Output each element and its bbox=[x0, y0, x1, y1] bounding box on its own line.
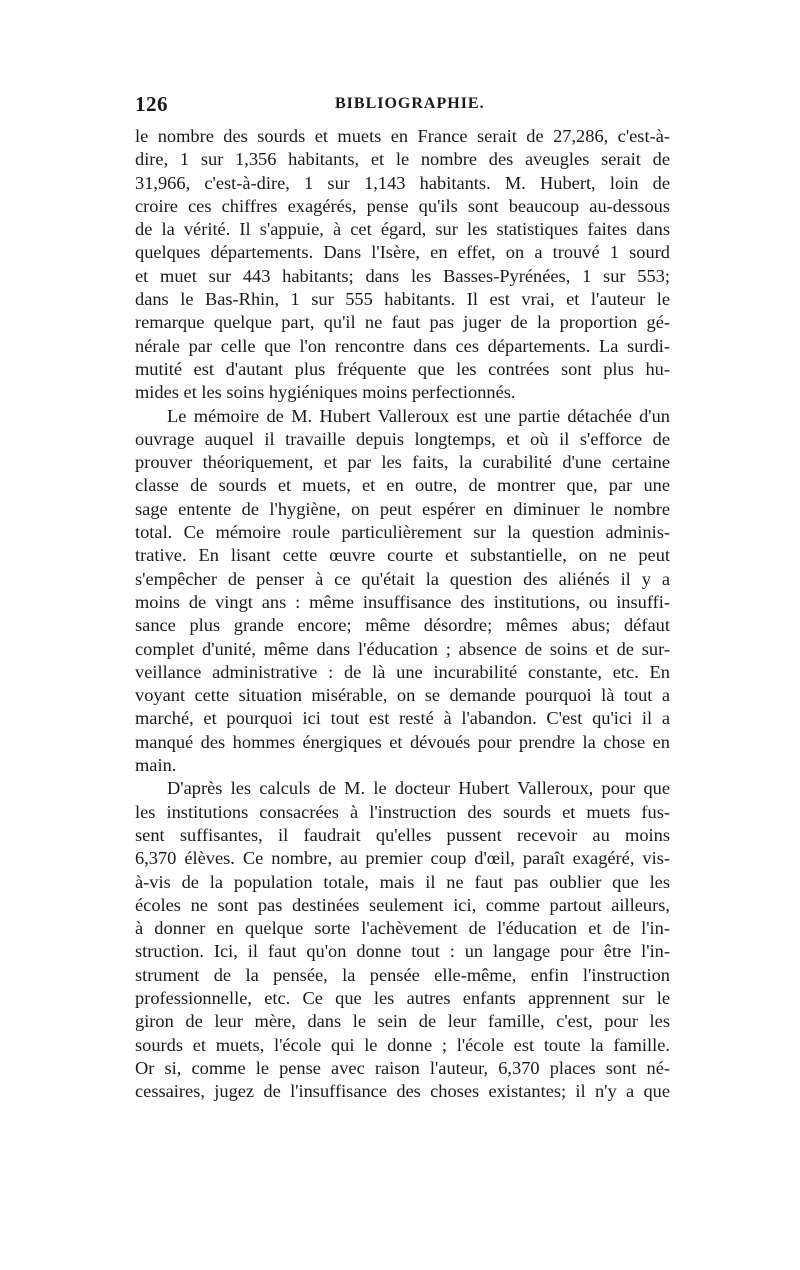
text-line: remarque quelque part, qu'il ne faut pas juger de la proportion gé- bbox=[135, 312, 670, 333]
running-head: BIBLIOGRAPHIE. bbox=[335, 95, 485, 112]
text-line: croire ces chiffres exagérés, pense qu'ils sont beaucoup au-dessous bbox=[135, 195, 670, 216]
text-line: moins de vingt ans : même insuffisance des institutions, ou insuffi- bbox=[135, 591, 670, 612]
text-line: cessaires, jugez de l'insuffisance des choses existantes; il n'y a que bbox=[135, 1081, 670, 1102]
page-number: 126 bbox=[135, 92, 168, 116]
text-line: mides et les soins hygiéniques moins perfectionnés. bbox=[135, 382, 516, 403]
text-line: dans le Bas-Rhin, 1 sur 555 habitants. Il est vrai, et l'auteur le bbox=[135, 289, 670, 310]
text-line: voyant cette situation misérable, on se demande pourquoi là tout a bbox=[135, 685, 670, 706]
text-line: strument de la pensée, la pensée elle-même, enfin l'instruction bbox=[135, 964, 670, 985]
text-line: sage entente de l'hygiène, on peut espérer en diminuer le nombre bbox=[135, 498, 670, 519]
text-line: giron de leur mère, dans le sein de leur famille, c'est, pour les bbox=[135, 1011, 670, 1032]
text-line: D'après les calculs de M. le docteur Hubert Valleroux, pour que bbox=[167, 778, 670, 799]
text-line: sance plus grande encore; même désordre; mêmes abus; défaut bbox=[135, 615, 670, 636]
text-line: marché, et pourquoi ici tout est resté à l'abandon. C'est qu'ici il a bbox=[135, 708, 670, 729]
text-line: 6,370 élèves. Ce nombre, au premier coup d'œil, paraît exagéré, vis- bbox=[135, 848, 670, 869]
text-line: Le mémoire de M. Hubert Valleroux est une partie détachée d'un bbox=[167, 405, 670, 426]
text-line: sourds et muets, l'école qui le donne ; l'école est toute la famille. bbox=[135, 1034, 670, 1055]
text-line: les institutions consacrées à l'instruction des sourds et muets fus- bbox=[135, 801, 670, 822]
text-line: le nombre des sourds et muets en France serait de 27,286, c'est-à- bbox=[135, 126, 670, 146]
text-line: s'empêcher de penser à ce qu'était la question des aliénés il y a bbox=[135, 568, 670, 589]
paragraph-1 bbox=[135, 125, 670, 405]
text-line: manqué des hommes énergiques et dévoués pour prendre la chose en bbox=[135, 731, 670, 752]
text-line: trative. En lisant cette œuvre courte et substantielle, on ne peut bbox=[135, 545, 670, 566]
text-line: prouver théoriquement, et par les faits, la curabilité d'une certaine bbox=[135, 452, 670, 473]
text-line: sent suffisantes, il faudrait qu'elles pussent recevoir au moins bbox=[135, 824, 670, 845]
text-line: struction. Ici, il faut qu'on donne tout : un langage pour être l'in- bbox=[135, 941, 670, 962]
text-line: nérale par celle que l'on rencontre dans ces départements. La surdi- bbox=[135, 335, 670, 356]
text-line: à donner en quelque sorte l'achèvement de l'éducation et de l'in- bbox=[135, 918, 670, 939]
text-line: quelques départements. Dans l'Isère, en effet, on a trouvé 1 sourd bbox=[135, 242, 670, 263]
text-line: main. bbox=[135, 755, 177, 776]
text-line: classe de sourds et muets, et en outre, de montrer que, par une bbox=[135, 475, 670, 496]
text-line: écoles ne sont pas destinées seulement ici, comme partout ailleurs, bbox=[135, 894, 670, 915]
text-line: à-vis de la population totale, mais il ne faut pas oublier que les bbox=[135, 871, 670, 892]
text-line: de la vérité. Il s'appuie, à cet égard, sur les statistiques faites dans bbox=[135, 219, 670, 240]
paragraph-3 bbox=[135, 777, 670, 1103]
text-line: 31,966, c'est-à-dire, 1 sur 1,143 habitants. M. Hubert, loin de bbox=[135, 172, 670, 193]
text-line: mutité est d'autant plus fréquente que les contrées sont plus hu- bbox=[135, 358, 670, 379]
paragraph-2 bbox=[135, 405, 670, 778]
text-line: veillance administrative : de là une incurabilité constante, etc. En bbox=[135, 661, 670, 682]
text-line: ouvrage auquel il travaille depuis longtemps, et où il s'efforce de bbox=[135, 428, 670, 449]
text-line: total. Ce mémoire roule particulièrement sur la question adminis- bbox=[135, 522, 670, 543]
body-text bbox=[135, 125, 670, 1103]
text-line: et muet sur 443 habitants; dans les Basses-Pyrénées, 1 sur 553; bbox=[135, 265, 670, 286]
text-line: complet d'unité, même dans l'éducation ; absence de soins et de sur- bbox=[135, 638, 670, 659]
text-line: dire, 1 sur 1,356 habitants, et le nombre des aveugles serait de bbox=[135, 149, 670, 170]
text-line: Or si, comme le pense avec raison l'auteur, 6,370 places sont né- bbox=[135, 1057, 670, 1078]
text-line: professionnelle, etc. Ce que les autres enfants apprennent sur le bbox=[135, 987, 670, 1008]
page-header bbox=[135, 92, 670, 122]
